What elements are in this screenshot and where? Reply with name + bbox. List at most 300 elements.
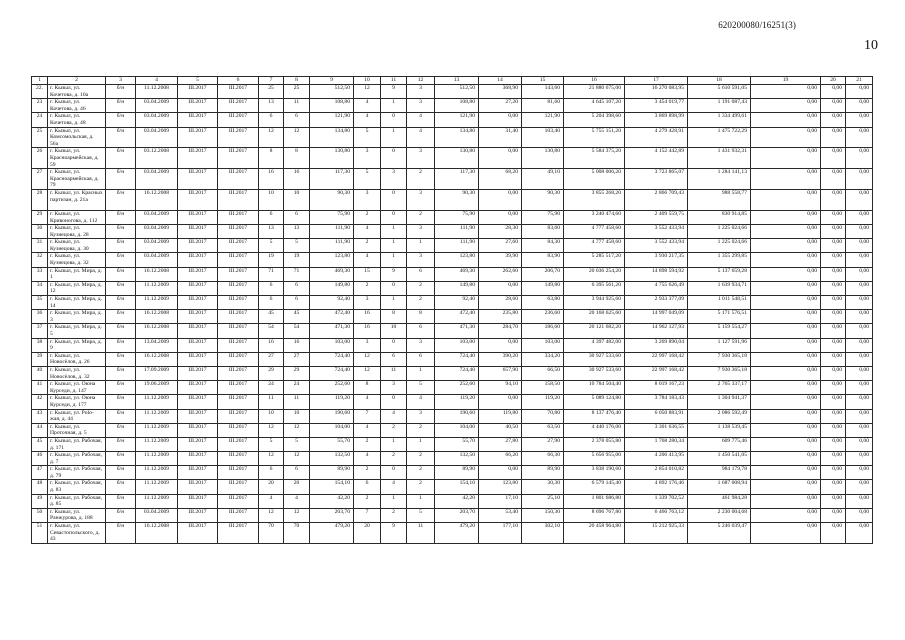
area-private-cell: 390,20 [479,352,522,366]
row-number-cell: 22. [32,85,48,99]
row-number-cell: 31 [32,239,48,253]
column-number: 8 [284,77,310,85]
column-number: 13 [435,77,479,85]
address-cell: г. Кызыл, ул. Кочетова, д. 48 [48,113,106,127]
row-number-cell: 44 [32,423,48,437]
agreement-date-cell: 03.04.2009 [136,239,178,253]
document-number-cell: б/н [106,494,136,508]
cost-budget-cell: 1 304 941,37 [688,395,751,409]
cost-other-cell: 0,00 [751,239,821,253]
cost-extra-1-cell: 0,00 [821,169,846,190]
cost-extra-1-cell: 0,00 [821,324,846,338]
area-private-cell: 0,00 [479,210,522,224]
table-row [32,523,873,544]
table-row [32,381,873,395]
actual-date-cell: III.2017 [218,239,259,253]
document-number-cell: б/н [106,225,136,239]
area-total-cell: 75,90 [310,210,354,224]
area-municipal-cell: 90,30 [522,189,564,210]
area-private-cell: 0,00 [479,189,522,210]
area-resettled-cell: 104,00 [435,423,479,437]
actual-date-cell: III.2017 [218,381,259,395]
cost-extra-2-cell: 0,00 [846,437,873,451]
cost-other-cell: 0,00 [751,99,821,113]
area-private-cell: 262,60 [479,267,522,281]
table-row [32,466,873,480]
cost-fund-cell: 3 454 019,77 [625,99,688,113]
cost-budget-cell: 2 230 004,68 [688,508,751,522]
cost-fund-cell: 3 552 433,94 [625,239,688,253]
cost-budget-cell: 2 086 592,49 [688,409,751,423]
address-cell: г. Кызыл, ул. Рабочая, д. 83 [48,480,106,494]
rooms-municipal-cell: 4 [407,395,435,409]
actual-date-cell: III.2017 [218,253,259,267]
row-number-cell: 51 [32,523,48,544]
residents-relocated-cell: 6 [284,466,310,480]
area-resettled-cell: 92,40 [435,296,479,310]
table-row [32,508,873,522]
document-number-cell: б/н [106,366,136,380]
cost-extra-1-cell: 0,00 [821,423,846,437]
cost-other-cell: 0,00 [751,366,821,380]
row-number-cell: 26 [32,148,48,169]
area-total-cell: 108,80 [310,99,354,113]
cost-extra-1-cell: 0,00 [821,127,846,148]
planned-date-cell: III.2017 [178,113,218,127]
column-number: 16 [564,77,625,85]
cost-total-cell: 5 285 517,20 [564,253,625,267]
column-number: 15 [522,77,564,85]
area-total-cell: 471,30 [310,324,354,338]
cost-total-cell: 3 855 268,20 [564,189,625,210]
cost-fund-cell: 1 768 280,34 [625,437,688,451]
column-number: 17 [625,77,688,85]
area-total-cell: 132,50 [310,452,354,466]
cost-other-cell: 0,00 [751,267,821,281]
rooms-municipal-cell: 6 [407,267,435,281]
address-cell: г. Кызыл, ул. Новосёлов, д. 32 [48,366,106,380]
cost-other-cell: 0,00 [751,508,821,522]
cost-fund-cell: 3 301 636,55 [625,423,688,437]
cost-extra-1-cell: 0,00 [821,437,846,451]
area-resettled-cell: 472,40 [435,310,479,324]
cost-fund-cell: 4 279 428,91 [625,127,688,148]
cost-total-cell: 3 240 474,60 [564,210,625,224]
cost-budget-cell: 5 610 591,05 [688,85,751,99]
cost-total-cell: 2 378 055,80 [564,437,625,451]
cost-budget-cell: 1 431 932,31 [688,148,751,169]
cost-total-cell: 6 579 145,40 [564,480,625,494]
residents-total-cell: 25 [259,85,284,99]
row-number-cell: 50 [32,508,48,522]
residents-total-cell: 10 [259,409,284,423]
actual-date-cell: III.2017 [218,395,259,409]
row-number-cell: 28 [32,189,48,210]
rooms-total-cell: 20 [354,523,381,544]
actual-date-cell: III.2017 [218,169,259,190]
row-number-cell: 37 [32,324,48,338]
cost-budget-cell: 7 930 365,18 [688,352,751,366]
agreement-date-cell: 16.12.2008 [136,267,178,281]
residents-relocated-cell: 11 [284,395,310,409]
area-total-cell: 90,30 [310,189,354,210]
agreement-date-cell: 16.12.2008 [136,523,178,544]
residents-relocated-cell: 45 [284,310,310,324]
cost-other-cell: 0,00 [751,85,821,99]
area-municipal-cell: 27,90 [522,437,564,451]
residents-total-cell: 6 [259,281,284,295]
cost-budget-cell: 5 137 659,28 [688,267,751,281]
residents-total-cell: 6 [259,296,284,310]
cost-other-cell: 0,00 [751,437,821,451]
area-private-cell: 17,10 [479,494,522,508]
area-total-cell: 472,40 [310,310,354,324]
cost-total-cell: 4 397 482,00 [564,338,625,352]
rooms-total-cell: 2 [354,466,381,480]
agreement-date-cell: 03.04.2009 [136,210,178,224]
agreement-date-cell: 11.12.2009 [136,452,178,466]
row-number-cell: 48 [32,480,48,494]
table-row [32,99,873,113]
actual-date-cell: III.2017 [218,324,259,338]
cost-total-cell: 30 927 533,60 [564,352,625,366]
rooms-private-cell: 3 [381,381,407,395]
cost-budget-cell: 1 450 541,05 [688,452,751,466]
address-cell: г. Кызыл, ул. Рабочая, д. 85 [48,494,106,508]
table-row [32,85,873,99]
cost-total-cell: 8 696 767,80 [564,508,625,522]
residents-total-cell: 19 [259,253,284,267]
rooms-private-cell: 6 [381,352,407,366]
cost-other-cell: 0,00 [751,381,821,395]
area-resettled-cell: 55,70 [435,437,479,451]
cost-total-cell: 21 880 675,00 [564,85,625,99]
cost-other-cell: 0,00 [751,253,821,267]
area-private-cell: 27,20 [479,99,522,113]
table-row [32,296,873,310]
cost-extra-1-cell: 0,00 [821,113,846,127]
area-resettled-cell: 75,90 [435,210,479,224]
residents-relocated-cell: 11 [284,99,310,113]
cost-extra-2-cell: 0,00 [846,395,873,409]
residents-relocated-cell: 27 [284,352,310,366]
area-total-cell: 469,30 [310,267,354,281]
cost-total-cell: 5 089 124,80 [564,395,625,409]
residents-total-cell: 70 [259,523,284,544]
agreement-date-cell: 16.12.2008 [136,189,178,210]
document-number-cell: б/н [106,338,136,352]
residents-total-cell: 5 [259,239,284,253]
rooms-total-cell: 2 [354,437,381,451]
residents-total-cell: 20 [259,480,284,494]
cost-budget-cell: 1 475 722,29 [688,127,751,148]
area-total-cell: 123,80 [310,253,354,267]
residents-total-cell: 5 [259,437,284,451]
cost-extra-2-cell: 0,00 [846,508,873,522]
cost-fund-cell: 3 784 183,43 [625,395,688,409]
area-total-cell: 111,90 [310,225,354,239]
cost-budget-cell: 1 639 934,71 [688,281,751,295]
area-private-cell: 119,80 [479,409,522,423]
area-resettled-cell: 111,90 [435,225,479,239]
area-resettled-cell: 149,80 [435,281,479,295]
page-number: 10 [864,38,878,53]
cost-extra-1-cell: 0,00 [821,381,846,395]
rooms-private-cell: 0 [381,113,407,127]
cost-fund-cell: 2 933 377,09 [625,296,688,310]
address-cell: г. Кызыл, ул. Кузнецова, д. 30 [48,239,106,253]
area-private-cell: 0,00 [479,466,522,480]
area-private-cell: 53,40 [479,508,522,522]
residents-relocated-cell: 10 [284,189,310,210]
rooms-municipal-cell: 3 [407,338,435,352]
residents-total-cell: 13 [259,99,284,113]
area-total-cell: 479,20 [310,523,354,544]
rooms-total-cell: 15 [354,267,381,281]
table-row [32,210,873,224]
rooms-private-cell: 1 [381,494,407,508]
cost-extra-1-cell: 0,00 [821,452,846,466]
rooms-private-cell: 0 [381,148,407,169]
planned-date-cell: III.2017 [178,296,218,310]
area-private-cell: 123,80 [479,480,522,494]
area-private-cell: 368,90 [479,85,522,99]
agreement-date-cell: 03.04.2009 [136,113,178,127]
rooms-private-cell: 3 [381,169,407,190]
agreement-date-cell: 11.12.2009 [136,296,178,310]
cost-extra-2-cell: 0,00 [846,281,873,295]
area-municipal-cell: 25,10 [522,494,564,508]
cost-other-cell: 0,00 [751,409,821,423]
area-municipal-cell: 206,70 [522,267,564,281]
cost-other-cell: 0,00 [751,281,821,295]
table-row [32,225,873,239]
planned-date-cell: III.2017 [178,480,218,494]
document-number-cell: б/н [106,148,136,169]
area-private-cell: 657,90 [479,366,522,380]
area-private-cell: 0,00 [479,281,522,295]
address-cell: г. Кызыл, ул. Оюна Курседи, д. 147 [48,381,106,395]
cost-extra-1-cell: 0,00 [821,409,846,423]
actual-date-cell: III.2017 [218,127,259,148]
cost-extra-2-cell: 0,00 [846,409,873,423]
cost-total-cell: 20 036 254,20 [564,267,625,281]
table-row [32,267,873,281]
rooms-private-cell: 9 [381,267,407,281]
cost-total-cell: 5 204 398,60 [564,113,625,127]
planned-date-cell: III.2017 [178,423,218,437]
cost-fund-cell: 2 866 709,43 [625,189,688,210]
cost-other-cell: 0,00 [751,113,821,127]
area-resettled-cell: 724,40 [435,352,479,366]
agreement-date-cell: 03.04.2009 [136,253,178,267]
cost-total-cell: 20 168 625,60 [564,310,625,324]
row-number-cell: 42 [32,395,48,409]
cost-total-cell: 5 008 006,20 [564,169,625,190]
area-total-cell: 203,70 [310,508,354,522]
cost-extra-2-cell: 0,00 [846,210,873,224]
column-number: 2 [48,77,106,85]
area-resettled-cell: 190,60 [435,409,479,423]
rooms-total-cell: 3 [354,296,381,310]
cost-total-cell: 4 440 176,00 [564,423,625,437]
residents-relocated-cell: 12 [284,452,310,466]
cost-extra-1-cell: 0,00 [821,523,846,544]
cost-fund-cell: 8 019 167,23 [625,381,688,395]
rooms-private-cell: 0 [381,338,407,352]
area-municipal-cell: 149,80 [522,281,564,295]
document-number-cell: б/н [106,395,136,409]
area-municipal-cell: 334,20 [522,352,564,366]
cost-other-cell: 0,00 [751,523,821,544]
area-total-cell: 103,00 [310,338,354,352]
cost-budget-cell: 1 334 499,61 [688,113,751,127]
document-number-cell: б/н [106,281,136,295]
rooms-municipal-cell: 2 [407,466,435,480]
planned-date-cell: III.2017 [178,189,218,210]
row-number-cell: 25 [32,127,48,148]
cost-fund-cell: 2 409 559,75 [625,210,688,224]
rooms-municipal-cell: 4 [407,127,435,148]
area-municipal-cell: 236,60 [522,310,564,324]
cost-extra-2-cell: 0,00 [846,352,873,366]
area-municipal-cell: 121,90 [522,113,564,127]
table-row [32,310,873,324]
cost-budget-cell: 2 765 337,17 [688,381,751,395]
document-number-cell: б/н [106,189,136,210]
residents-relocated-cell: 16 [284,169,310,190]
cost-extra-1-cell: 0,00 [821,338,846,352]
rooms-total-cell: 3 [354,148,381,169]
cost-budget-cell: 5 246 039,47 [688,523,751,544]
column-number: 18 [688,77,751,85]
residents-total-cell: 45 [259,310,284,324]
agreement-date-cell: 11.12.2009 [136,466,178,480]
cost-fund-cell: 4 755 626,49 [625,281,688,295]
cost-extra-2-cell: 0,00 [846,169,873,190]
residents-total-cell: 6 [259,210,284,224]
document-number-cell: б/н [106,267,136,281]
actual-date-cell: III.2017 [218,99,259,113]
table-row [32,189,873,210]
rooms-total-cell: 2 [354,281,381,295]
planned-date-cell: III.2017 [178,281,218,295]
agreement-date-cell: 11.12.2008 [136,85,178,99]
rooms-total-cell: 16 [354,310,381,324]
actual-date-cell: III.2017 [218,281,259,295]
rooms-total-cell: 2 [354,494,381,508]
area-private-cell: 177,10 [479,523,522,544]
residents-total-cell: 24 [259,381,284,395]
cost-other-cell: 0,00 [751,423,821,437]
row-number-cell: 47 [32,466,48,480]
document-number-cell: б/н [106,99,136,113]
actual-date-cell: III.2017 [218,189,259,210]
cost-total-cell: 10 784 504,40 [564,381,625,395]
document-number-cell: б/н [106,423,136,437]
rooms-private-cell: 0 [381,466,407,480]
residents-total-cell: 71 [259,267,284,281]
cost-other-cell: 0,00 [751,148,821,169]
planned-date-cell: III.2017 [178,452,218,466]
area-municipal-cell: 143,60 [522,85,564,99]
cost-extra-1-cell: 0,00 [821,466,846,480]
cost-extra-2-cell: 0,00 [846,113,873,127]
column-number: 1 [32,77,48,85]
cost-extra-2-cell: 0,00 [846,466,873,480]
cost-extra-1-cell: 0,00 [821,352,846,366]
cost-extra-2-cell: 0,00 [846,127,873,148]
column-number: 9 [310,77,354,85]
area-total-cell: 130,80 [310,148,354,169]
area-resettled-cell: 117,30 [435,169,479,190]
table-row [32,366,873,380]
area-resettled-cell: 479,20 [435,523,479,544]
cost-extra-1-cell: 0,00 [821,310,846,324]
actual-date-cell: III.2017 [218,508,259,522]
planned-date-cell: III.2017 [178,148,218,169]
document-number-cell: б/н [106,523,136,544]
rooms-municipal-cell: 3 [407,189,435,210]
residents-relocated-cell: 71 [284,267,310,281]
rooms-private-cell: 0 [381,395,407,409]
agreement-date-cell: 11.12.2009 [136,480,178,494]
area-private-cell: 0,00 [479,338,522,352]
rooms-total-cell: 4 [354,225,381,239]
column-number: 21 [846,77,873,85]
cost-extra-2-cell: 0,00 [846,523,873,544]
cost-other-cell: 0,00 [751,225,821,239]
row-number-cell: 38 [32,338,48,352]
planned-date-cell: III.2017 [178,508,218,522]
area-total-cell: 149,80 [310,281,354,295]
agreement-date-cell: 03.04.2009 [136,99,178,113]
area-resettled-cell: 154,10 [435,480,479,494]
area-total-cell: 724,40 [310,366,354,380]
rooms-municipal-cell: 3 [407,225,435,239]
cost-extra-1-cell: 0,00 [821,85,846,99]
column-number: 10 [354,77,381,85]
cost-extra-2-cell: 0,00 [846,225,873,239]
area-total-cell: 104,00 [310,423,354,437]
area-municipal-cell: 83,90 [522,253,564,267]
area-total-cell: 42,20 [310,494,354,508]
residents-relocated-cell: 4 [284,494,310,508]
table-row [32,281,873,295]
address-cell: г. Кызыл, ул. Ранжурова, д. 188 [48,508,106,522]
cost-extra-1-cell: 0,00 [821,366,846,380]
area-total-cell: 134,80 [310,127,354,148]
cost-fund-cell: 4 206 413,95 [625,452,688,466]
area-municipal-cell: 70,80 [522,409,564,423]
row-number-cell: 43 [32,409,48,423]
address-cell: г. Кызыл, ул. Проточная, д. 5 [48,423,106,437]
area-resettled-cell: 123,80 [435,253,479,267]
cost-budget-cell: 1 225 024,66 [688,225,751,239]
rooms-private-cell: 0 [381,210,407,224]
rooms-total-cell: 16 [354,324,381,338]
cost-extra-1-cell: 0,00 [821,210,846,224]
agreement-date-cell: 03.04.2009 [136,169,178,190]
planned-date-cell: III.2017 [178,494,218,508]
cost-other-cell: 0,00 [751,324,821,338]
cost-budget-cell: 5 171 576,51 [688,310,751,324]
address-cell: г. Кызыл, ул. Севастопольского, д. 43 [48,523,106,544]
table-row [32,437,873,451]
cost-total-cell: 20 121 682,20 [564,324,625,338]
cost-other-cell: 0,00 [751,296,821,310]
cost-total-cell: 8 137 476,40 [564,409,625,423]
